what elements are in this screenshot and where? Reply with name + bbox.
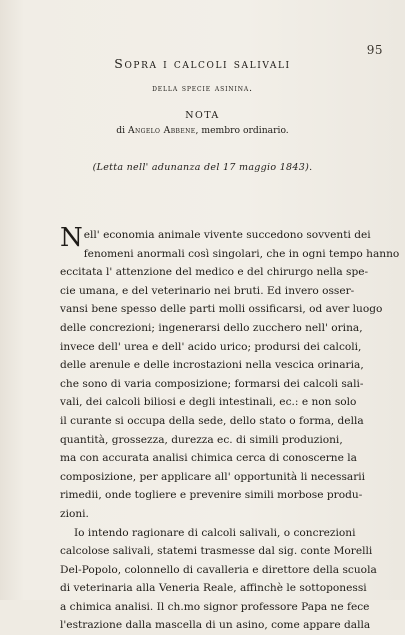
text-line: l'estrazione dalla mascella di un asino, come appare dalla [60,616,332,635]
paper-title: Sopra i calcoli salivali [0,56,405,71]
author-prefix: di [116,125,125,136]
text-line: delle concrezioni; ingenerarsi dello zucchero nell' orina, [60,319,332,338]
text-line: cie umana, e del veterinario nei bruti. Ed invero osser- [60,282,332,301]
text-line: che sono di varia composizione; formarsi dei calcoli sali- [60,375,332,394]
text-line: composizione, per applicare all' opportunità li necessarii [60,468,332,487]
author-suffix: , membro ordinario. [196,125,289,136]
drop-cap-initial: N [60,226,83,250]
author-name: Angelo Abbene [128,125,196,136]
paragraph-2 [60,524,332,635]
nota-heading: NOTA [0,110,405,121]
text-line: rimedii, onde togliere e prevenire simili morbose produ- [60,486,332,505]
text-line: il curante si occupa della sede, dello stato o forma, della [60,412,332,431]
page-number: 95 [367,43,383,57]
text-line: calcolose salivali, statemi trasmesse dal sig. conte Morelli [60,542,332,561]
body-text [60,226,332,635]
text-line: a chimica analisi. Il ch.mo signor professore Papa ne fece [60,598,332,617]
text-line: zioni. [60,505,332,524]
text-line: delle arenule e delle incrostazioni nella vescica orinaria, [60,356,332,375]
paper-subtitle: della specie asinina. [0,84,405,94]
text-line: di veterinaria alla Veneria Reale, affinchè le sottoponessi [60,579,332,598]
text-line: invece dell' urea e dell' acido urico; prodursi dei calcoli, [60,338,332,357]
text-line: ell' economia animale vivente succedono sovventi dei [60,226,332,245]
text-line: Io intendo ragionare di calcoli salivali, o concrezioni [60,524,332,543]
text-line: vansi bene spesso delle parti molli ossificarsi, od aver luogo [60,300,332,319]
text-line: ma con accurata analisi chimica cerca di conoscerne la [60,449,332,468]
text-line: vali, dei calcoli biliosi e degli intestinali, ec.: e non solo [60,393,332,412]
text-line: fenomeni anormali così singolari, che in ogni tempo hanno [60,245,332,264]
text-line: quantità, grossezza, durezza ec. di simili produzioni, [60,431,332,450]
text-line: eccitata l' attenzione del medico e del chirurgo nella spe- [60,263,332,282]
paragraph-1 [60,226,332,524]
reading-date: (Letta nell' adunanza del 17 maggio 1843). [0,162,405,173]
author-line [0,125,405,136]
text-line: Del-Popolo, colonnello di cavalleria e direttore della scuola [60,561,332,580]
